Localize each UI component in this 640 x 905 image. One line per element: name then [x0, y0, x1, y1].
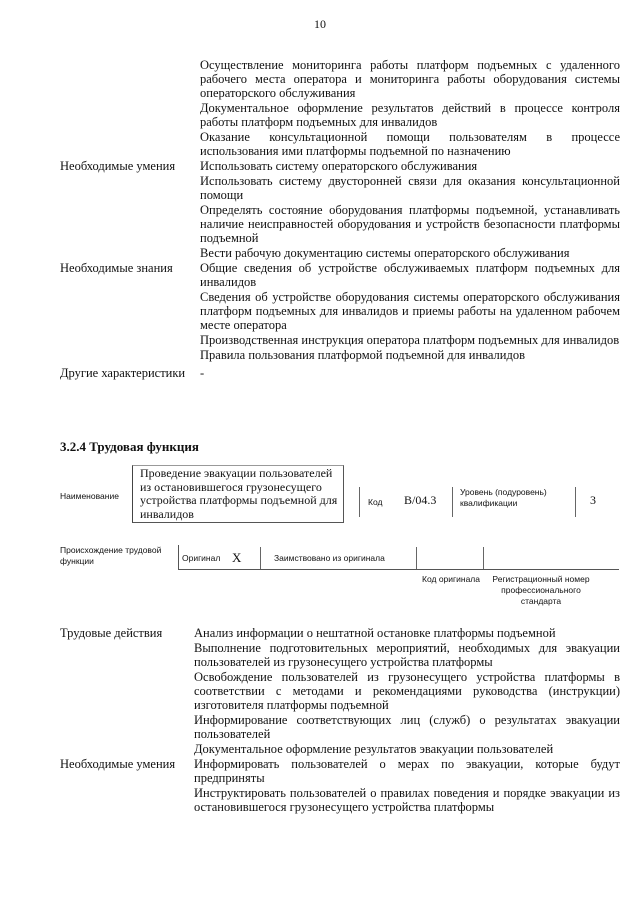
origin-box — [178, 545, 619, 570]
list-item: Документальное оформление результатов эвакуации пользователей — [194, 742, 554, 756]
divider — [575, 487, 576, 517]
original-mark: X — [232, 550, 242, 565]
name-value: Проведение эвакуации пользователей из остановившегося грузонесущего устройства платформы подъемной для инвалидов — [140, 466, 338, 521]
knowledge-row — [60, 261, 620, 363]
divider — [483, 547, 484, 569]
other-row — [60, 366, 620, 380]
skills-label: Необходимые умения — [60, 757, 176, 771]
skills-row — [60, 159, 620, 261]
divider — [416, 547, 417, 569]
list-item: Осуществление мониторинга работы платформ подъемных с удаленного рабочего места оператора и мониторинга работы оборудования системы операторского обслуживания — [200, 58, 620, 100]
list-item: Освобождение пользователей из грузонесущего устройства платформы в соответствии с методами и рекомендациями руководства (инструкции) изготовителя платформы подъемной — [194, 670, 620, 712]
list-item: Выполнение подготовительных мероприятий, необходимых для эвакуации пользователей из грузонесущего устройства платформы — [194, 641, 620, 669]
list-item: Общие сведения об устройстве обслуживаемых платформ подъемных для инвалидов — [200, 261, 620, 289]
knowledge-list — [200, 261, 620, 363]
skills-list — [200, 159, 620, 261]
function-header — [60, 465, 620, 525]
code-caption: Код оригинала — [422, 574, 480, 584]
list-item: Производственная инструкция оператора платформ подъемных для инвалидов — [200, 333, 620, 347]
actions-list — [194, 626, 620, 757]
level-value: 3 — [590, 493, 596, 507]
level-label: Уровень (подуровень) квалификации — [460, 487, 547, 508]
top-section — [60, 58, 620, 380]
origin-block — [60, 545, 620, 605]
divider — [359, 487, 360, 517]
bottom-section — [60, 626, 620, 815]
reg-caption: Регистрационный номер профессионального стандарта — [492, 574, 590, 606]
list-item: Информирование соответствующих лиц (служб) о результатах эвакуации пользователей — [194, 713, 620, 741]
actions-label: Трудовые действия — [60, 626, 163, 640]
divider — [260, 547, 261, 569]
skills-row — [60, 757, 620, 815]
actions-row — [60, 58, 620, 159]
list-item: Информировать пользователей о мерах по эвакуации, которые будут предприняты — [194, 757, 620, 785]
skills-list — [194, 757, 620, 815]
borrowed-label: Заимствовано из оригинала — [274, 553, 385, 563]
list-item: Вести рабочую документацию системы операторского обслуживания — [200, 246, 570, 260]
list-item: Использовать систему операторского обслуживания — [200, 159, 478, 173]
original-label: Оригинал — [182, 553, 221, 563]
list-item: Определять состояние оборудования платформы подъемной, устанавливать наличие неисправностей оборудования и устройств безопасности платформы подъемной — [200, 203, 620, 245]
list-item: Документальное оформление результатов действий в процессе контроля работы платформ подъемных для инвалидов — [200, 101, 620, 129]
list-item: Сведения об устройстве оборудования системы операторского обслуживания платформ подъемных для инвалидов и приемы работы на удаленном рабочем месте оператора — [200, 290, 620, 332]
actions-list — [200, 58, 620, 159]
list-item: Использовать систему двусторонней связи для оказания консультационной помощи — [200, 174, 620, 202]
page-number: 10 — [314, 17, 326, 31]
list-item: Инструктировать пользователей о правилах поведения и порядке эвакуации из остановившегося грузонесущего устройства платформы — [194, 786, 620, 814]
origin-label: Происхождение трудовой функции — [60, 545, 162, 566]
knowledge-label: Необходимые знания — [60, 261, 173, 275]
skills-label: Необходимые умения — [60, 159, 176, 173]
list-item: Оказание консультационной помощи пользователям в процессе использования ими платформы подъемной по назначению — [200, 130, 620, 158]
list-item: Правила пользования платформой подъемной для инвалидов — [200, 348, 525, 362]
code-label: Код — [368, 497, 383, 507]
list-item: Анализ информации о нештатной остановке платформы подъемной — [194, 626, 556, 640]
code-value: B/04.3 — [404, 493, 437, 507]
name-label: Наименование — [60, 491, 119, 501]
other-value: - — [200, 366, 205, 380]
actions-label — [60, 58, 200, 159]
actions-row — [60, 626, 620, 757]
function-heading: 3.2.4 Трудовая функция — [60, 439, 199, 454]
other-label: Другие характеристики — [60, 366, 186, 380]
divider — [452, 487, 453, 517]
